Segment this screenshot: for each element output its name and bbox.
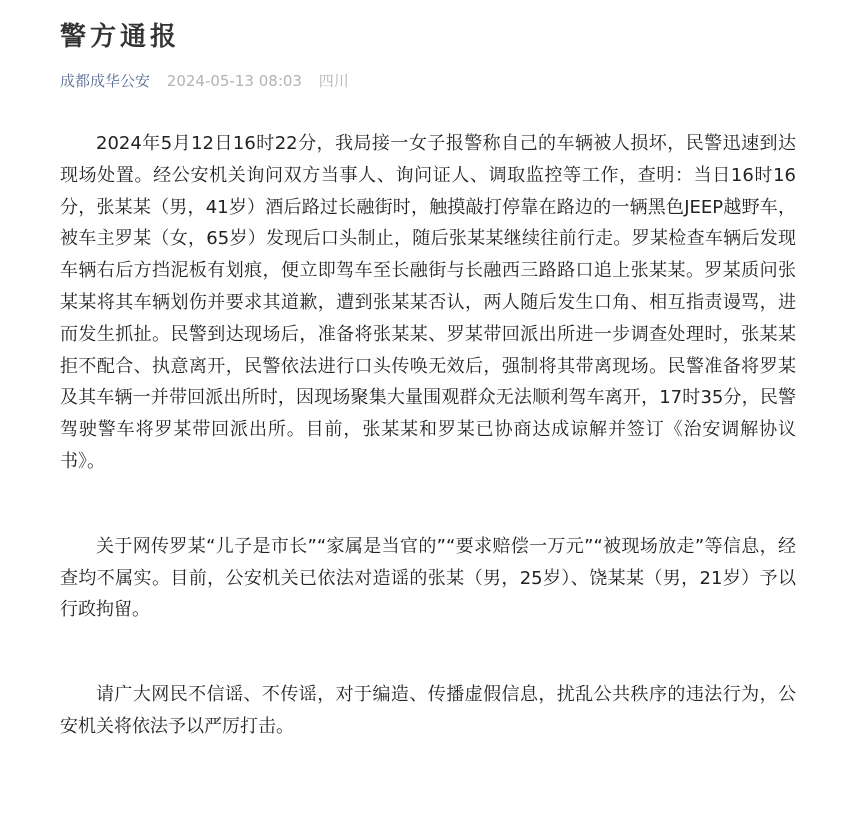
account-name-link[interactable]: 成都成华公安: [60, 72, 151, 90]
publish-region: 四川: [318, 72, 349, 90]
article-paragraph: 关于网传罗某“儿子是市长”“家属是当官的”“要求赔偿一万元”“被现场放走”等信息，经查均不属实。目前，公安机关已依法对造谣的张某（男，25岁）、饶某某（男，21岁）予以行政拘留。: [60, 535, 796, 621]
article-paragraph: 请广大网民不信谣、不传谣，对于编造、传播虚假信息，扰乱公共秩序的违法行为，公安机关将依法予以严厉打击。: [60, 684, 796, 737]
article-body: [60, 128, 796, 743]
article-meta: [60, 70, 349, 92]
article-paragraph: 2024年5月12日16时22分，我局接一女子报警称自己的车辆被人损坏，民警迅速到达现场处置。经公安机关询问双方当事人、询问证人、调取监控等工作，查明：当日16时16分，张某某（男，41岁）酒后路过长融街时，触摸敲打停靠在路边的一辆黑色JEEP越野车，被车主罗某（女，65岁）发现后口头制止，随后张某某继续往前行走。罗某检查车辆后发现车辆右后方挡泥板有划痕，便立即驾车至长融街与长融西三路路口追上张某某。罗某质问张某某将其车辆划伤并要求其道歉，遭到张某某否认，两人随后发生口角、相互指责谩骂，进而发生抓扯。民警到达现场后，准备将张某某、罗某带回派出所进一步调查处理时，张某某拒不配合、执意离开，民警依法进行口头传唤无效后，强制将其带离现场。民警准备将罗某及其车辆一并带回派出所时，因现场聚集大量围观群众无法顺利驾车离开，17时35分，民警驾驶警车将罗某带回派出所。目前，张某某和罗某已协商达成谅解并签订《治安调解协议书》。: [60, 133, 796, 472]
article-title: 警方通报: [60, 22, 181, 52]
publish-time: 2024-05-13 08:03: [166, 72, 302, 90]
